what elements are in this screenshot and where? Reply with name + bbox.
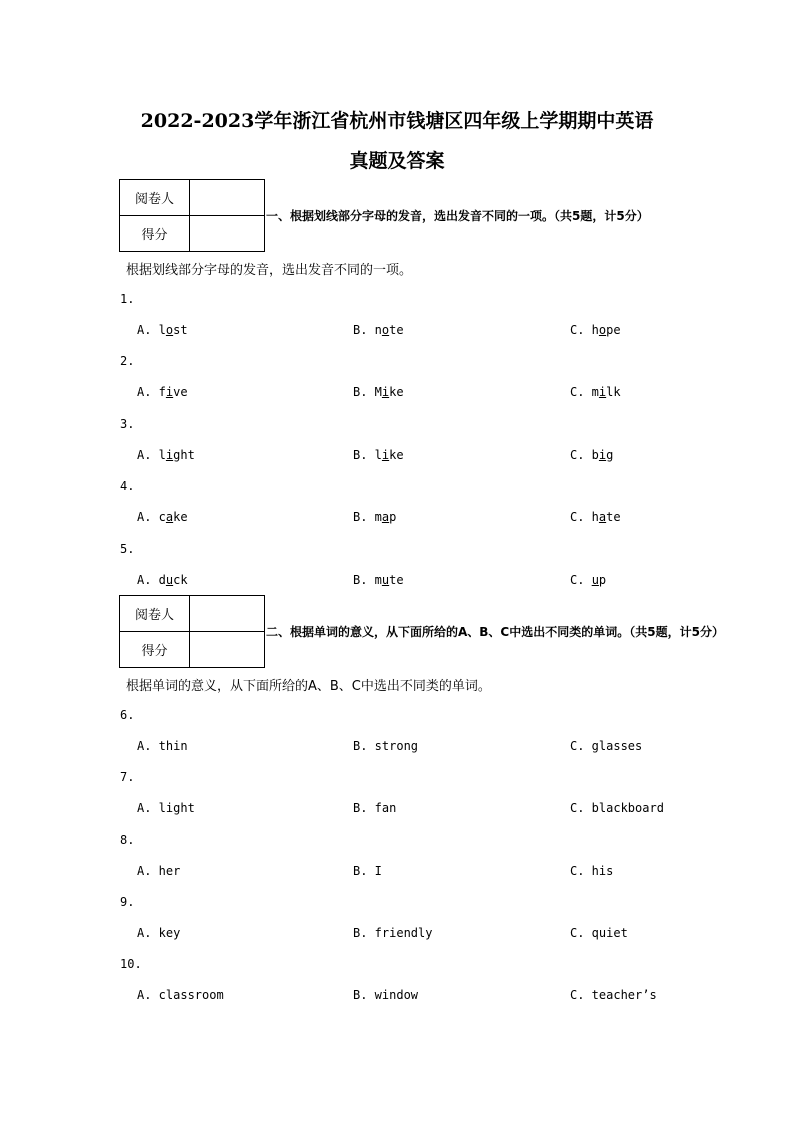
option-text-pre: A. c bbox=[137, 510, 166, 524]
answer-option bbox=[353, 988, 418, 1002]
option-text-pre: A. classroom bbox=[137, 988, 224, 1002]
option-text-post: ck bbox=[173, 573, 188, 587]
option-text-pre: B. n bbox=[353, 323, 382, 337]
option-underlined-letter: i bbox=[598, 448, 607, 462]
answer-option bbox=[570, 864, 613, 878]
answer-option bbox=[353, 801, 396, 815]
answer-option bbox=[353, 510, 396, 524]
answer-option bbox=[570, 573, 606, 587]
option-underlined-letter: o bbox=[381, 323, 390, 337]
option-text-pre: C. h bbox=[570, 510, 599, 524]
reviewer-cell bbox=[190, 180, 265, 216]
answer-option bbox=[137, 988, 224, 1002]
answer-option bbox=[137, 510, 188, 524]
option-text-post: ke bbox=[389, 385, 404, 399]
question-number: 3. bbox=[120, 417, 135, 431]
answer-option bbox=[137, 926, 180, 940]
answer-option bbox=[353, 864, 382, 878]
answer-option bbox=[353, 926, 432, 940]
score-box-1 bbox=[119, 179, 265, 252]
answer-option bbox=[137, 323, 188, 337]
score-cell bbox=[190, 632, 265, 668]
option-text-pre: A. light bbox=[137, 801, 195, 815]
option-text-post: te bbox=[606, 510, 621, 524]
option-underlined-letter: i bbox=[598, 385, 607, 399]
reviewer-label: 阅卷人 bbox=[120, 596, 190, 632]
answer-option bbox=[353, 448, 404, 462]
score-cell bbox=[190, 216, 265, 252]
option-text-pre: C. b bbox=[570, 448, 599, 462]
option-text-pre: C. his bbox=[570, 864, 614, 878]
option-text-pre: C. h bbox=[570, 323, 599, 337]
answer-option bbox=[137, 801, 195, 815]
document-title-line2: 真题及答案 bbox=[349, 150, 445, 172]
answer-option bbox=[570, 988, 657, 1002]
answer-option bbox=[570, 926, 628, 940]
document-title-line1: 2022-2023学年浙江省杭州市钱塘区四年级上学期期中英语 bbox=[140, 110, 654, 132]
option-underlined-letter: u bbox=[165, 573, 174, 587]
section-1-title: 一、根据划线部分字母的发音，选出发音不同的一项。（共5题，计5分） bbox=[266, 209, 649, 223]
option-text-post: p bbox=[598, 573, 607, 587]
option-text-pre: B. strong bbox=[353, 739, 419, 753]
answer-option bbox=[137, 448, 195, 462]
option-text-pre: B. l bbox=[353, 448, 382, 462]
question-number: 4. bbox=[120, 479, 135, 493]
question-number: 9. bbox=[120, 895, 135, 909]
option-underlined-letter: o bbox=[598, 323, 607, 337]
option-underlined-letter: a bbox=[381, 510, 390, 524]
option-text-pre: B. friendly bbox=[353, 926, 433, 940]
option-text-post: pe bbox=[606, 323, 621, 337]
answer-option bbox=[137, 864, 180, 878]
option-text-post: ve bbox=[173, 385, 188, 399]
option-underlined-letter: u bbox=[591, 573, 599, 587]
option-text-pre: C. blackboard bbox=[570, 801, 664, 815]
option-underlined-letter: a bbox=[598, 510, 607, 524]
score-label: 得分 bbox=[120, 216, 190, 252]
option-text-pre: C. quiet bbox=[570, 926, 628, 940]
option-text-pre: C. glasses bbox=[570, 739, 643, 753]
answer-option bbox=[353, 385, 404, 399]
option-text-post: ke bbox=[389, 448, 404, 462]
answer-option bbox=[570, 448, 613, 462]
option-text-pre: B. window bbox=[353, 988, 419, 1002]
option-underlined-letter: a bbox=[165, 510, 174, 524]
option-underlined-letter: u bbox=[381, 573, 390, 587]
option-text-pre: A. l bbox=[137, 448, 166, 462]
option-underlined-letter: i bbox=[381, 448, 390, 462]
option-text-pre: B. I bbox=[353, 864, 382, 878]
answer-option bbox=[570, 323, 621, 337]
answer-option bbox=[353, 323, 404, 337]
answer-option bbox=[137, 573, 188, 587]
option-text-post: te bbox=[389, 323, 404, 337]
option-text-pre: A. d bbox=[137, 573, 166, 587]
question-number: 7. bbox=[120, 770, 135, 784]
answer-option bbox=[353, 573, 404, 587]
answer-option bbox=[570, 801, 664, 815]
option-text-pre: B. m bbox=[353, 510, 382, 524]
option-text-pre: A. f bbox=[137, 385, 166, 399]
section-1-instruction: 根据划线部分字母的发音，选出发音不同的一项。 bbox=[126, 263, 413, 278]
option-text-pre: A. her bbox=[137, 864, 181, 878]
option-text-post: ght bbox=[173, 448, 195, 462]
question-number: 6. bbox=[120, 708, 135, 722]
answer-option bbox=[353, 739, 418, 753]
reviewer-cell bbox=[190, 596, 265, 632]
answer-option bbox=[137, 385, 188, 399]
answer-option bbox=[137, 739, 188, 753]
option-text-pre: A. l bbox=[137, 323, 166, 337]
option-text-pre: C. m bbox=[570, 385, 599, 399]
question-number: 2. bbox=[120, 354, 135, 368]
question-number: 8. bbox=[120, 833, 135, 847]
answer-option bbox=[570, 510, 621, 524]
answer-option bbox=[570, 385, 621, 399]
question-number: 5. bbox=[120, 542, 135, 556]
option-text-pre: C. teacher’s bbox=[570, 988, 657, 1002]
option-underlined-letter: i bbox=[165, 385, 174, 399]
option-text-pre: B. m bbox=[353, 573, 382, 587]
score-box-2 bbox=[119, 595, 265, 668]
option-text-post: lk bbox=[606, 385, 621, 399]
option-underlined-letter: i bbox=[165, 448, 174, 462]
option-text-pre: C. bbox=[570, 573, 592, 587]
option-text-post: st bbox=[173, 323, 188, 337]
section-2-title: 二、根据单词的意义，从下面所给的A、B、C中选出不同类的单词。（共5题，计5分） bbox=[266, 625, 724, 639]
option-text-pre: A. thin bbox=[137, 739, 188, 753]
score-label: 得分 bbox=[120, 632, 190, 668]
option-text-post: te bbox=[389, 573, 404, 587]
option-text-pre: B. M bbox=[353, 385, 382, 399]
option-text-post: g bbox=[606, 448, 614, 462]
option-text-pre: A. key bbox=[137, 926, 181, 940]
question-number: 10. bbox=[120, 957, 142, 971]
option-text-post: p bbox=[389, 510, 397, 524]
reviewer-label: 阅卷人 bbox=[120, 180, 190, 216]
option-underlined-letter: o bbox=[165, 323, 174, 337]
answer-option bbox=[570, 739, 642, 753]
option-text-post: ke bbox=[173, 510, 188, 524]
option-text-pre: B. fan bbox=[353, 801, 397, 815]
option-underlined-letter: i bbox=[381, 385, 390, 399]
question-number: 1. bbox=[120, 292, 135, 306]
section-2-instruction: 根据单词的意义，从下面所给的A、B、C中选出不同类的单词。 bbox=[126, 679, 491, 694]
